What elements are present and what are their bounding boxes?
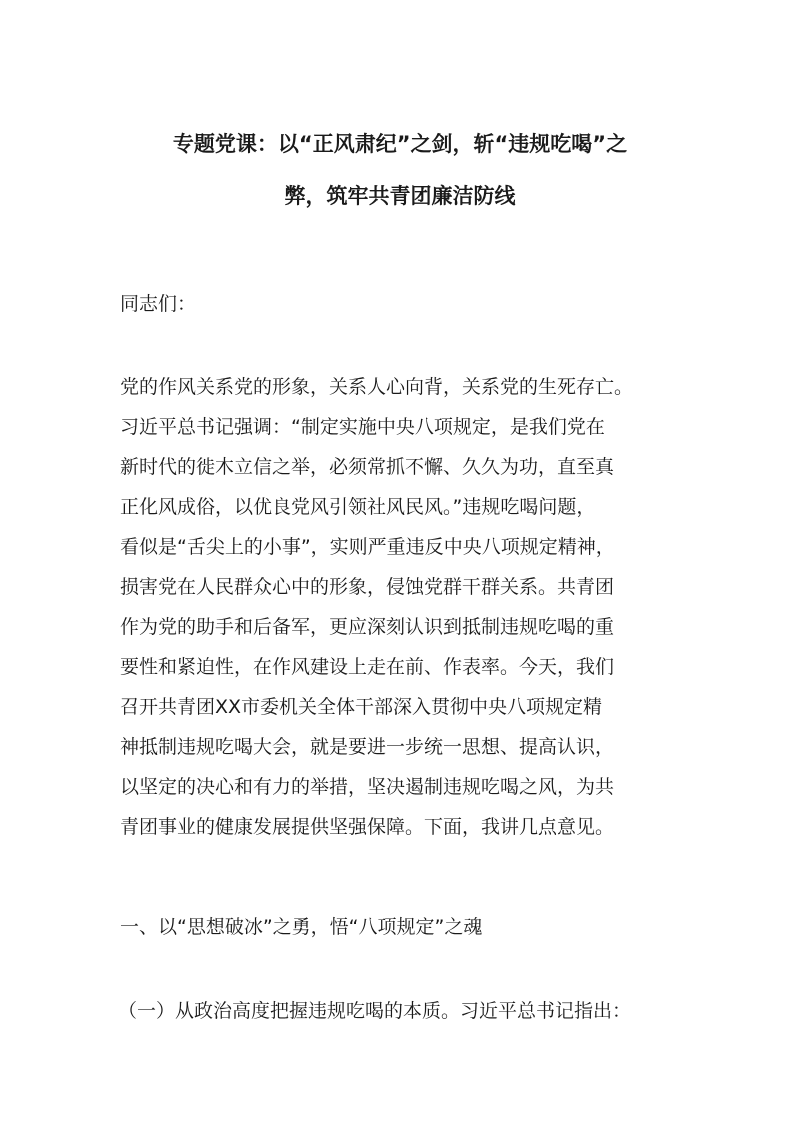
intro-line: 损害党在人民群众心中的形象，侵蚀党群干群关系。共青团 (120, 576, 615, 598)
subsection-heading: （一）从政治高度把握违规吃喝的本质。习近平总书记指出： (118, 1000, 632, 1022)
document-title-line-2: 弊，筑牢共青团廉洁防线 (284, 184, 516, 208)
salutation: 同志们： (120, 293, 197, 315)
intro-line: 正化风成俗，以优良党风引领社风民风。”违规吃喝问题， (120, 496, 596, 518)
section-heading: 一、以“思想破冰”之勇，悟“八项规定”之魂 (120, 916, 483, 938)
intro-line: 要性和紧迫性，在作风建设上走在前、作表率。今天，我们 (120, 656, 615, 678)
intro-line: 新时代的徙木立信之举，必须常抓不懈、久久为功，直至真 (120, 456, 615, 478)
intro-line: 习近平总书记强调：“制定实施中央八项规定，是我们党在 (120, 416, 605, 438)
intro-line: 神抵制违规吃喝大会，就是要进一步统一思想、提高认识， (120, 736, 615, 758)
intro-line: 看似是“舌尖上的小事”，实则严重违反中央八项规定精神， (120, 536, 615, 558)
intro-line: 以坚定的决心和有力的举措，坚决遏制违规吃喝之风，为共 (120, 776, 615, 798)
intro-line: 召开共青团XX市委机关全体干部深入贯彻中央八项规定精 (120, 696, 603, 718)
document-title-line-1: 专题党课：以“正风肃纪”之剑，斩“违规吃喝”之 (172, 132, 628, 156)
intro-line: 党的作风关系党的形象，关系人心向背，关系党的生死存亡。 (120, 376, 634, 398)
intro-line: 青团事业的健康发展提供坚强保障。下面，我讲几点意见。 (120, 816, 615, 838)
intro-line: 作为党的助手和后备军，更应深刻认识到抵制违规吃喝的重 (120, 616, 615, 638)
